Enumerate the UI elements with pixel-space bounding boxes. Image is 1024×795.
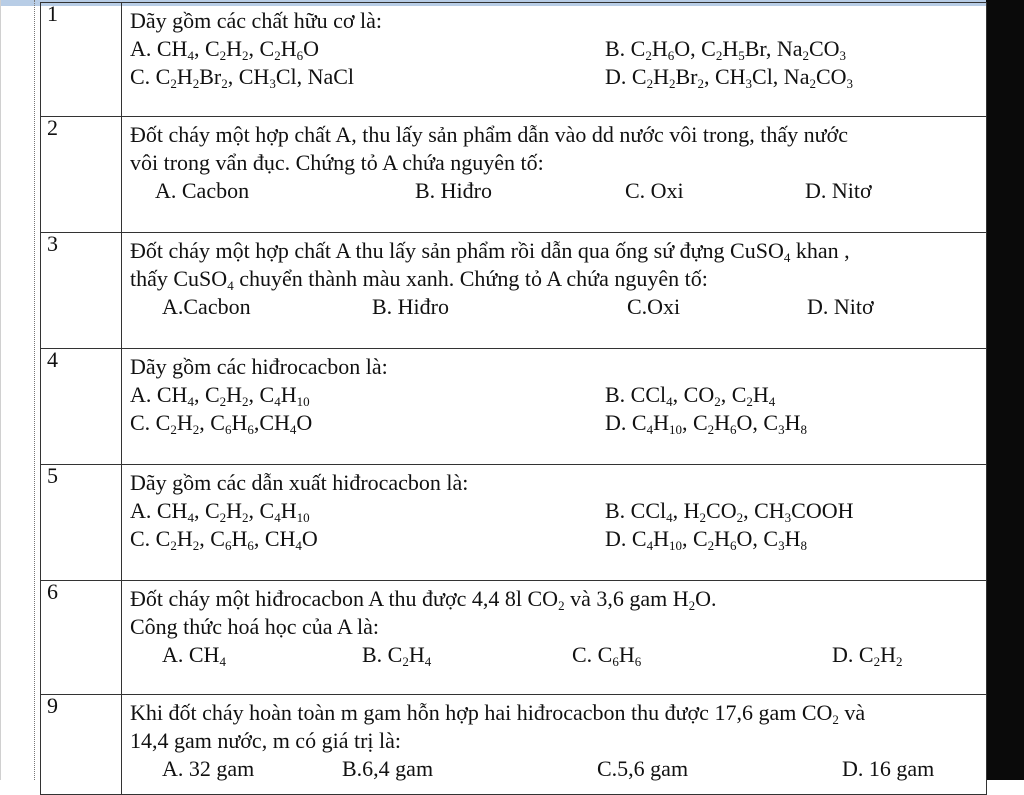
text-run: , C (199, 526, 225, 551)
question-number: 3 (41, 233, 122, 349)
text-run: , CH (703, 64, 746, 89)
text-run: D. Nitơ (807, 294, 874, 319)
subscript: 10 (296, 394, 310, 409)
subscript: 2 (192, 76, 200, 91)
text-run: , C (199, 410, 225, 435)
subscript: 2 (688, 598, 696, 613)
subscript: 4 (187, 394, 194, 409)
text-run: C. Oxi (625, 178, 684, 203)
subscript: 10 (296, 510, 310, 525)
text-run: H (653, 410, 669, 435)
answer-option-a[interactable] (155, 177, 249, 205)
question-content (122, 349, 987, 465)
text-run: B. Hiđro (372, 294, 449, 319)
text-run: , C (193, 36, 220, 61)
answer-option-d[interactable] (805, 177, 872, 205)
text-run: H (784, 526, 801, 551)
text-run: O, C (736, 526, 779, 551)
text-run: Đốt cháy một hợp chất A, thu lấy sản phẩm dẫn vào dd nước vôi trong, thấy nước (130, 122, 848, 147)
answer-option-b[interactable] (362, 641, 431, 669)
text-run: B.6,4 gam (342, 756, 434, 781)
answer-option-c[interactable] (130, 409, 312, 437)
answer-option-d[interactable] (842, 755, 934, 783)
answer-option-c[interactable] (130, 63, 354, 91)
text-run: CO (808, 36, 840, 61)
subscript: 3 (846, 76, 854, 91)
subscript: 6 (247, 538, 254, 553)
answer-option-d[interactable] (832, 641, 902, 669)
question-number: 1 (41, 3, 122, 117)
subscript: 2 (192, 538, 200, 553)
subscript: 2 (274, 48, 281, 63)
text-run: , C (248, 36, 275, 61)
question-content (122, 581, 987, 695)
answer-options-row (130, 755, 978, 783)
question-content (122, 465, 987, 581)
subscript: 6 (247, 422, 254, 437)
question-number: 6 (41, 581, 122, 695)
text-run: C.5,6 gam (597, 756, 689, 781)
text-run: A. CH (130, 36, 188, 61)
text-run: A. CH (162, 642, 220, 667)
text-run: và 3,6 gam H (564, 586, 689, 611)
text-run: Đốt cháy một hiđrocacbon A thu được 4,4 8l CO (130, 586, 559, 611)
subscript: 4 (187, 48, 194, 63)
text-run: H (722, 36, 739, 61)
right-dark-bar (986, 0, 1024, 780)
text-run: C. C (130, 64, 171, 89)
text-run: , CH (227, 64, 270, 89)
subscript: 4 (666, 510, 673, 525)
subscript: 6 (730, 422, 737, 437)
subscript: 4 (646, 538, 654, 553)
answer-options-row (130, 525, 978, 553)
text-run: D. C (605, 526, 647, 551)
text-run: , CO (672, 382, 715, 407)
text-run: C. C (572, 642, 613, 667)
answer-options-row (130, 497, 978, 525)
text-run: D. C (605, 64, 647, 89)
text-run: Br (199, 64, 222, 89)
text-run: , H (672, 498, 700, 523)
subscript: 4 (274, 394, 281, 409)
subscript: 2 (707, 538, 715, 553)
subscript: 2 (221, 76, 228, 91)
quiz-table (40, 2, 987, 795)
question-text (130, 613, 978, 641)
text-run: B. C (605, 36, 646, 61)
text-run: , C (248, 382, 275, 407)
subscript: 4 (219, 654, 226, 669)
text-run: và (838, 700, 866, 725)
text-run: H (226, 382, 243, 407)
subscript: 4 (783, 250, 791, 265)
text-run: H (653, 526, 669, 551)
left-edge (0, 0, 1, 780)
subscript: 4 (227, 278, 234, 293)
subscript: 2 (242, 394, 249, 409)
subscript: 2 (832, 712, 839, 727)
answer-option-c[interactable] (627, 293, 680, 321)
text-run: Đốt cháy một hợp chất A thu lấy sản phẩm rồi dẫn qua ống sứ đựng CuSO (130, 238, 784, 263)
question-row (41, 3, 987, 117)
text-run: , C (720, 382, 747, 407)
question-text (130, 121, 978, 149)
text-run: COOH (791, 498, 854, 523)
text-run: Công thức hoá học của A là: (130, 614, 379, 639)
subscript: 2 (746, 394, 753, 409)
answer-options-row (130, 293, 978, 321)
subscript: 2 (242, 48, 249, 63)
answer-option-b[interactable] (605, 497, 854, 525)
text-run: , C (681, 526, 708, 551)
answer-option-b[interactable] (342, 755, 433, 783)
subscript: 2 (192, 422, 200, 437)
question-content (122, 117, 987, 233)
text-run: Br (675, 64, 698, 89)
subscript: 5 (738, 48, 745, 63)
text-run: H (280, 498, 297, 523)
subscript: 2 (170, 422, 177, 437)
question-text (130, 699, 978, 727)
text-run: Cl, NaCl (275, 64, 355, 89)
text-run: A.Cacbon (162, 294, 251, 319)
answer-options-row (130, 409, 978, 437)
answer-option-a[interactable] (130, 497, 310, 525)
subscript: 2 (707, 422, 715, 437)
subscript: 10 (668, 422, 682, 437)
subscript: 4 (187, 510, 194, 525)
subscript: 2 (558, 598, 565, 613)
answer-option-d[interactable] (605, 409, 807, 437)
answer-option-a[interactable] (130, 35, 319, 63)
subscript: 2 (699, 510, 707, 525)
subscript: 2 (895, 654, 903, 669)
subscript: 3 (778, 538, 785, 553)
answer-option-b[interactable] (605, 381, 775, 409)
text-run: O. (695, 586, 717, 611)
text-run: H (280, 382, 297, 407)
subscript: 2 (668, 76, 676, 91)
text-run: H (280, 36, 297, 61)
text-run: Br, Na (744, 36, 803, 61)
answer-option-c[interactable] (130, 525, 318, 553)
text-run: C.Oxi (627, 294, 681, 319)
text-run: D. C (832, 642, 874, 667)
subscript: 4 (666, 394, 673, 409)
text-run: Dãy gồm các hiđrocacbon là: (130, 354, 388, 379)
text-run: O (301, 526, 318, 551)
answer-options-row (130, 641, 978, 669)
subscript: 4 (424, 654, 432, 669)
text-run: H (231, 526, 248, 551)
text-run: B. CCl (605, 498, 667, 523)
answer-option-a[interactable] (130, 381, 310, 409)
subscript: 2 (646, 76, 654, 91)
subscript: 3 (784, 510, 792, 525)
answer-option-b[interactable] (372, 293, 449, 321)
text-run: B. Hiđro (415, 178, 492, 203)
subscript: 6 (224, 538, 232, 553)
answer-option-a[interactable] (162, 755, 254, 783)
text-run: C. C (130, 526, 171, 551)
question-row (41, 581, 987, 695)
text-run: H (653, 64, 669, 89)
text-run: H (714, 526, 731, 551)
question-text (130, 265, 978, 293)
text-run: B. C (362, 642, 403, 667)
subscript: 2 (219, 510, 227, 525)
answer-option-c[interactable] (625, 177, 684, 205)
answer-options-row (130, 63, 978, 91)
text-run: khan , (790, 238, 850, 263)
text-run: Cl, Na (752, 64, 810, 89)
text-run: H (226, 498, 243, 523)
question-number: 5 (41, 465, 122, 581)
text-run: D. C (605, 410, 647, 435)
answer-option-a[interactable] (162, 641, 226, 669)
question-number: 9 (41, 695, 122, 795)
text-run: 14,4 gam nước, m có giá trị là: (130, 728, 401, 753)
text-run: H (784, 410, 801, 435)
text-run: H (226, 36, 243, 61)
question-text (130, 149, 978, 177)
subscript: 2 (219, 394, 227, 409)
subscript: 6 (730, 538, 737, 553)
text-run: chuyển thành màu xanh. Chứng tỏ A chứa nguyên tố: (233, 266, 708, 291)
text-run: O (296, 410, 313, 435)
text-run: H (408, 642, 425, 667)
text-run: D. 16 gam (842, 756, 935, 781)
answer-option-b[interactable] (605, 35, 846, 63)
subscript: 8 (800, 422, 807, 437)
text-run: CO (815, 64, 847, 89)
subscript: 4 (768, 394, 776, 409)
question-row (41, 117, 987, 233)
subscript: 2 (645, 48, 652, 63)
text-run: H (618, 642, 635, 667)
text-run: D. Nitơ (805, 178, 872, 203)
text-run: H (714, 410, 731, 435)
text-run: , C (193, 382, 220, 407)
answer-option-d[interactable] (807, 293, 874, 321)
question-text: Dãy gồm các chất hữu cơ là: (130, 8, 383, 33)
subscript: 3 (839, 48, 847, 63)
subscript: 2 (873, 654, 881, 669)
question-text (130, 585, 978, 613)
question-row (41, 465, 987, 581)
subscript: 4 (289, 422, 297, 437)
text-run: H (176, 410, 193, 435)
text-run: H (752, 382, 769, 407)
text-run: , C (681, 410, 708, 435)
subscript: 6 (612, 654, 619, 669)
question-row (41, 233, 987, 349)
question-row (41, 349, 987, 465)
subscript: 6 (224, 422, 232, 437)
subscript: 2 (170, 538, 177, 553)
answer-option-a[interactable] (162, 293, 251, 321)
subscript: 4 (274, 510, 281, 525)
text-run: O, C (674, 36, 716, 61)
text-run: O (303, 36, 319, 61)
subscript: 2 (242, 510, 249, 525)
text-run: , C (248, 498, 275, 523)
subscript: 2 (802, 48, 809, 63)
text-run: ,CH (253, 410, 290, 435)
subscript: 2 (170, 76, 177, 91)
question-text (130, 727, 978, 755)
text-run: C. C (130, 410, 171, 435)
text-run: O, C (736, 410, 779, 435)
answer-option-c[interactable] (572, 641, 641, 669)
subscript: 4 (646, 422, 654, 437)
text-run: vôi trong vẩn đục. Chứng tỏ A chứa nguyên tố: (130, 150, 544, 175)
text-run: A. Cacbon (155, 178, 250, 203)
subscript: 2 (736, 510, 744, 525)
text-run: H (176, 64, 193, 89)
text-run: CO (706, 498, 737, 523)
answer-option-c[interactable] (597, 755, 688, 783)
subscript: 6 (667, 48, 675, 63)
answer-option-b[interactable] (415, 177, 492, 205)
question-content (122, 233, 987, 349)
text-run: A. CH (130, 498, 188, 523)
answer-option-d[interactable] (605, 525, 807, 553)
subscript: 4 (295, 538, 302, 553)
answer-option-d[interactable] (605, 63, 853, 91)
text-run: , CH (253, 526, 296, 551)
answer-options-row (130, 35, 978, 63)
text-run: A. CH (130, 382, 188, 407)
subscript: 6 (634, 654, 642, 669)
text-run: A. 32 gam (162, 756, 255, 781)
question-content (122, 3, 987, 117)
subscript: 2 (714, 394, 721, 409)
subscript: 2 (402, 654, 409, 669)
text-run: Khi đốt cháy hoàn toàn m gam hỗn hợp hai hiđrocacbon thu được 17,6 gam CO (130, 700, 833, 725)
text-run: , CH (743, 498, 785, 523)
text-run: , C (193, 498, 220, 523)
text-run: thấy CuSO (130, 266, 228, 291)
left-margin-guide (34, 0, 35, 780)
question-number: 4 (41, 349, 122, 465)
text-run: H (651, 36, 668, 61)
question-text (130, 237, 978, 265)
text-run: H (176, 526, 193, 551)
subscript: 6 (296, 48, 304, 63)
subscript: 3 (745, 76, 753, 91)
subscript: 3 (778, 422, 785, 437)
text-run: H (880, 642, 896, 667)
subscript: 8 (800, 538, 807, 553)
question-text (130, 353, 978, 381)
text-run: Dãy gồm các dẫn xuất hiđrocacbon là: (130, 470, 469, 495)
subscript: 10 (668, 538, 682, 553)
subscript: 2 (219, 48, 227, 63)
question-number: 2 (41, 117, 122, 233)
subscript: 2 (809, 76, 816, 91)
answer-options-row (130, 381, 978, 409)
text-run: H (231, 410, 248, 435)
subscript: 2 (715, 48, 723, 63)
text-run: B. CCl (605, 382, 667, 407)
subscript: 3 (269, 76, 276, 91)
answer-options-row (130, 177, 978, 205)
subscript: 2 (697, 76, 704, 91)
question-text (130, 469, 978, 497)
